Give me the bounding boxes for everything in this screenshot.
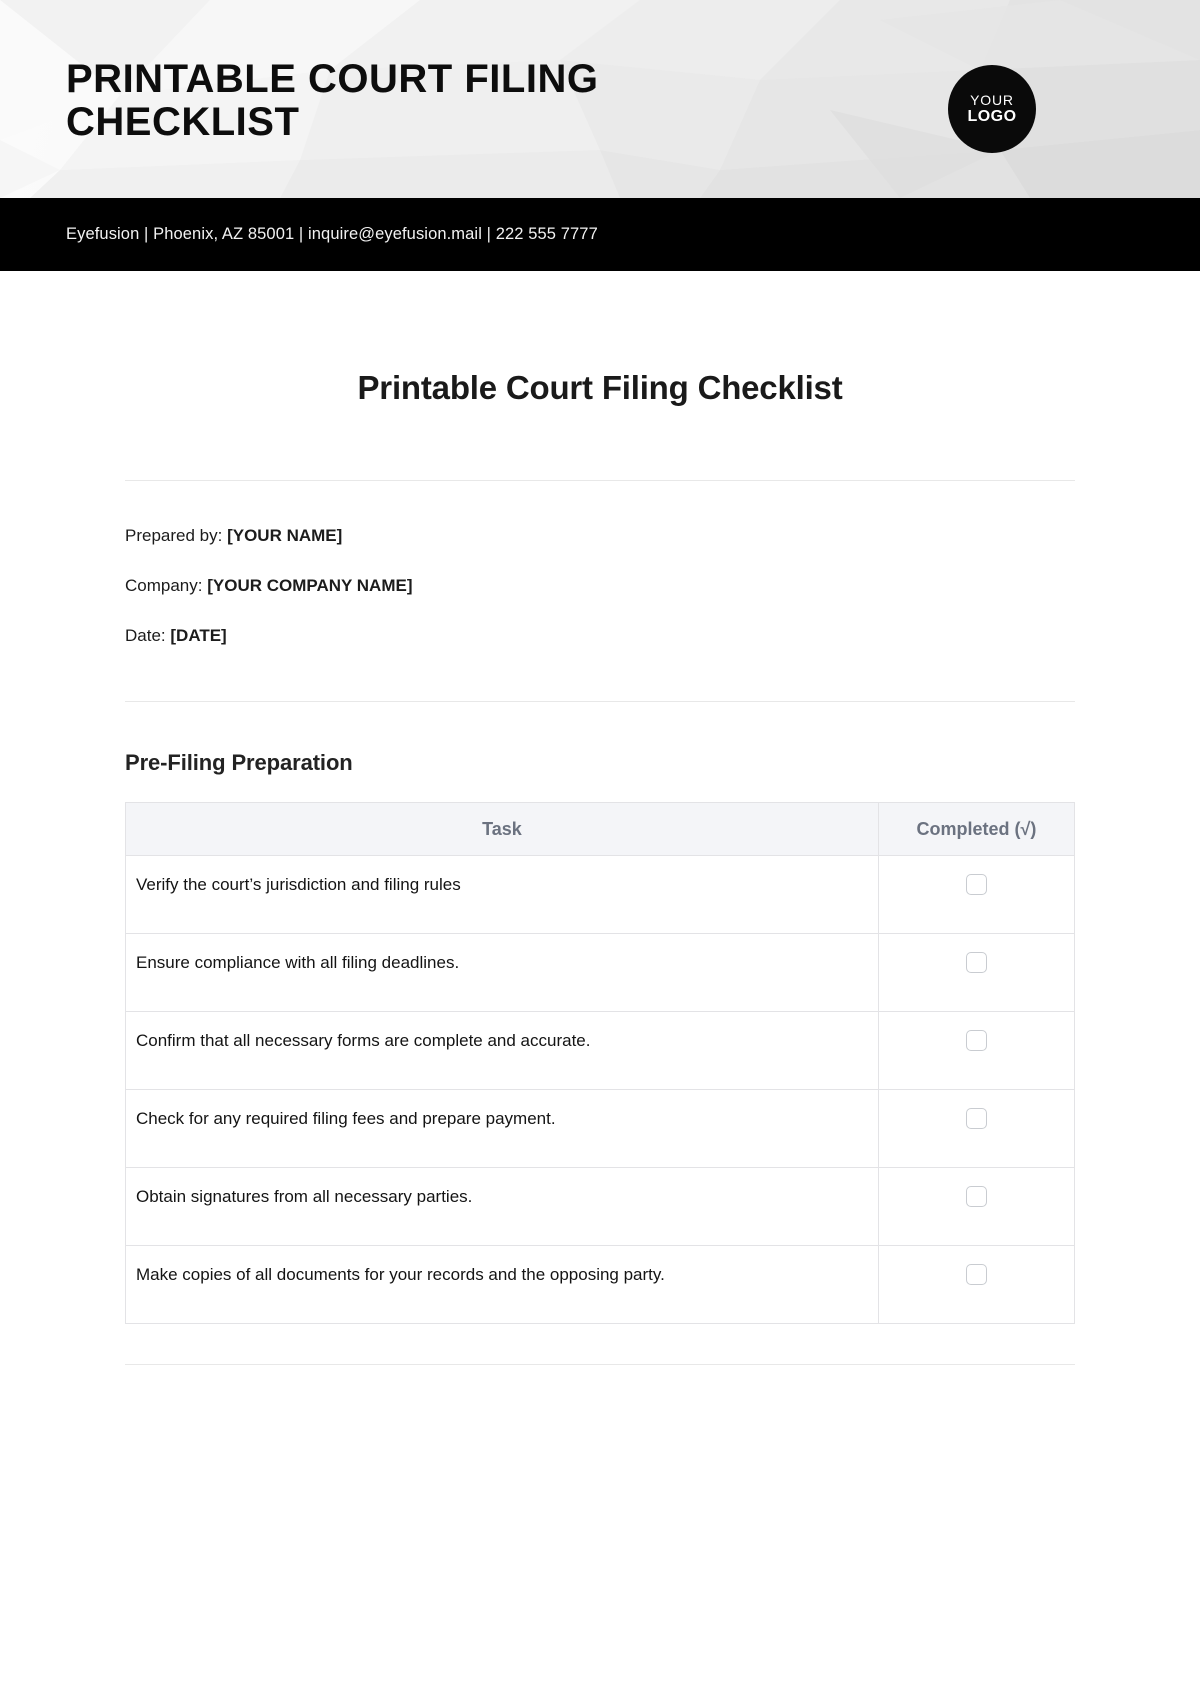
- checkbox-icon[interactable]: [966, 952, 987, 973]
- completed-cell: [878, 1168, 1074, 1246]
- logo-line-your: YOUR: [970, 91, 1014, 108]
- column-header-task: Task: [126, 803, 879, 856]
- checkbox-icon[interactable]: [966, 1108, 987, 1129]
- checklist-table-body: [126, 856, 1075, 1324]
- completed-cell: [878, 1245, 1074, 1323]
- table-row: [126, 1012, 1075, 1090]
- completed-cell: [878, 856, 1074, 934]
- divider-middle: [125, 701, 1075, 702]
- completed-cell: [878, 934, 1074, 1012]
- divider-bottom: [125, 1364, 1075, 1365]
- completed-cell: [878, 1090, 1074, 1168]
- contact-info-text: Eyefusion | Phoenix, AZ 85001 | inquire@eyefusion.mail | 222 555 7777: [66, 225, 598, 243]
- checkbox-icon[interactable]: [966, 1264, 987, 1285]
- table-row: [126, 1245, 1075, 1323]
- checklist-table: [125, 802, 1075, 1324]
- meta-company-label: Company:: [125, 576, 203, 596]
- task-cell: Confirm that all necessary forms are complete and accurate.: [126, 1012, 879, 1090]
- table-row: [126, 1168, 1075, 1246]
- page-title: Printable Court Filing Checklist: [357, 369, 843, 406]
- meta-date-value: [DATE]: [170, 626, 227, 646]
- document-body: [0, 369, 1200, 1365]
- banner-title: PRINTABLE COURT FILING CHECKLIST: [66, 57, 599, 145]
- meta-date-label: Date:: [125, 626, 166, 646]
- section-heading-pre-filing-preparation: Pre-Filing Preparation: [125, 750, 353, 776]
- table-row: [126, 934, 1075, 1012]
- column-header-completed: Completed (√): [878, 803, 1074, 856]
- task-cell: Obtain signatures from all necessary parties.: [126, 1168, 879, 1246]
- task-cell: Make copies of all documents for your records and the opposing party.: [126, 1245, 879, 1323]
- table-row: [126, 1090, 1075, 1168]
- checklist-table-head: [126, 803, 1075, 856]
- logo-badge: [948, 65, 1036, 153]
- checkbox-icon[interactable]: [966, 1186, 987, 1207]
- meta-prepared-by: [125, 525, 1075, 547]
- task-cell: Ensure compliance with all filing deadlines.: [126, 934, 879, 1012]
- table-row: [126, 856, 1075, 934]
- meta-date: [125, 625, 1075, 647]
- meta-prepared-by-label: Prepared by:: [125, 526, 223, 545]
- meta-block: [125, 481, 1075, 691]
- table-header-row: [126, 803, 1075, 856]
- task-cell: Verify the court’s jurisdiction and filing rules: [126, 856, 879, 934]
- task-cell: Check for any required filing fees and prepare payment.: [126, 1090, 879, 1168]
- checkbox-icon[interactable]: [966, 1030, 987, 1051]
- meta-company-value: [YOUR COMPANY NAME]: [207, 576, 413, 596]
- meta-prepared-by-value: [YOUR NAME]: [227, 526, 343, 545]
- completed-cell: [878, 1012, 1074, 1090]
- header-banner: [0, 0, 1200, 198]
- meta-company: [125, 575, 1075, 597]
- logo-line-logo: LOGO: [967, 107, 1017, 125]
- contact-bar: [0, 198, 1200, 271]
- checkbox-icon[interactable]: [966, 874, 987, 895]
